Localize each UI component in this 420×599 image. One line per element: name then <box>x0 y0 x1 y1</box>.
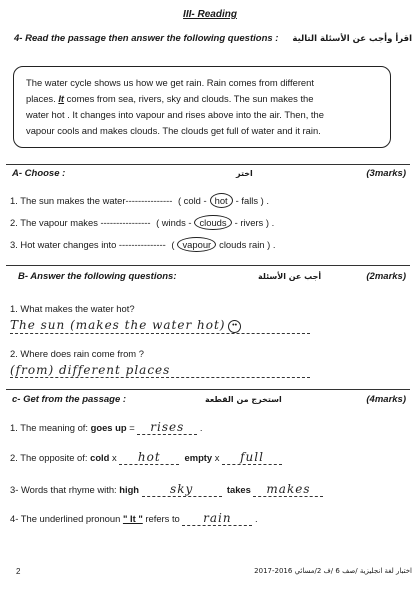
equals-sign: = <box>129 422 135 433</box>
option: ( winds - <box>156 217 192 228</box>
divider <box>6 164 410 165</box>
passage-line-3: water hot . It changes into vapour and rises above into the air. Then, the <box>26 109 324 120</box>
reading-passage <box>13 66 391 148</box>
handwritten-answer: full <box>222 450 282 465</box>
target-word: takes <box>226 484 251 495</box>
passage-text: places. <box>26 93 56 104</box>
circled-answer: clouds <box>194 215 231 230</box>
instruction: 4- Read the passage then answer the following questions : <box>14 33 279 44</box>
section-b-heading-arabic: أجب عن الأسئلة <box>258 272 322 281</box>
section-c-marks: (4marks) <box>366 394 406 405</box>
passage-line-2 <box>26 91 382 107</box>
question-b1: 1. What makes the water hot? <box>10 303 135 314</box>
question-text: 2. The vapour makes ---------------- <box>10 217 151 228</box>
question-text: 2. The opposite of: <box>10 452 88 463</box>
handwritten-answer: (from) different places <box>10 363 171 377</box>
handwritten-answer: makes <box>253 482 323 497</box>
option: ( cold - <box>177 195 207 206</box>
target-word: cold <box>90 452 110 463</box>
question-a2 <box>10 215 277 230</box>
handwritten-answer: The sun (makes the water hot) <box>10 318 226 332</box>
option: clouds rain ) . <box>219 239 276 250</box>
question-c4 <box>10 511 258 526</box>
divider <box>6 389 410 390</box>
section-c-heading: c- Get from the passage : <box>12 394 127 405</box>
handwritten-answer: hot <box>119 450 179 465</box>
section-b-marks: (2marks) <box>366 271 406 282</box>
target-word: empty <box>184 452 213 463</box>
option: ( <box>171 239 175 250</box>
question-text: 3- Words that rhyme with: <box>10 484 117 495</box>
smiley-icon: •• <box>228 320 241 333</box>
circled-answer: hot <box>210 193 233 208</box>
option: - rivers ) . <box>234 217 275 228</box>
passage-text: comes from sea, rivers, sky and clouds. The sun makes the <box>66 93 314 104</box>
target-word: " It " <box>122 513 143 524</box>
underlined-pronoun: It <box>58 93 65 104</box>
question-b2: 2. Where does rain come from ? <box>10 348 144 359</box>
passage-line-4: vapour cools and makes clouds. The clouds get full of water and it rain. <box>26 125 321 136</box>
question-text: 1. The sun makes the water--------------- <box>10 195 173 206</box>
instruction-arabic: اقرأ وأجب عن الأسئلة التالية <box>292 34 412 44</box>
question-a3 <box>10 237 278 252</box>
question-a1 <box>10 193 272 208</box>
handwritten-answer: sky <box>142 482 222 497</box>
divider <box>6 265 410 266</box>
question-c2 <box>10 450 282 465</box>
question-text: 1. The meaning of: <box>10 422 89 433</box>
times-sign: x <box>214 452 220 463</box>
section-a-heading-arabic: اختر <box>236 169 253 178</box>
dot: . <box>254 513 259 524</box>
handwritten-answer: rain <box>182 511 252 526</box>
passage-line-1: The water cycle shows us how we get rain. Rain comes from different <box>26 77 314 88</box>
answer-b2 <box>10 363 310 378</box>
dot: . <box>199 422 203 433</box>
circled-answer: vapour <box>177 237 216 252</box>
answer-b1 <box>10 318 310 334</box>
question-text: 4- The underlined pronoun <box>10 513 121 524</box>
section-a-heading: A- Choose : <box>12 168 66 179</box>
times-sign: x <box>112 452 117 463</box>
section-title: III- Reading <box>183 9 237 20</box>
option: - falls ) . <box>235 195 269 206</box>
question-c3 <box>10 482 323 497</box>
handwritten-answer: rises <box>137 420 197 435</box>
question-c1 <box>10 420 203 435</box>
question-text: 3. Hot water changes into --------------- <box>10 239 166 250</box>
target-word: goes up <box>90 422 127 433</box>
question-text: refers to <box>145 513 180 524</box>
section-c-heading-arabic: استخرج من القطعة <box>205 395 282 404</box>
footer-text: اختبار لغة انجليزية /صف 6 /ف 2/مسائي 2016-2017 <box>254 567 412 575</box>
section-b-heading: B- Answer the following questions: <box>18 271 177 282</box>
section-a-marks: (3marks) <box>366 168 406 179</box>
page-number: 2 <box>16 567 21 576</box>
target-word: high <box>119 484 140 495</box>
